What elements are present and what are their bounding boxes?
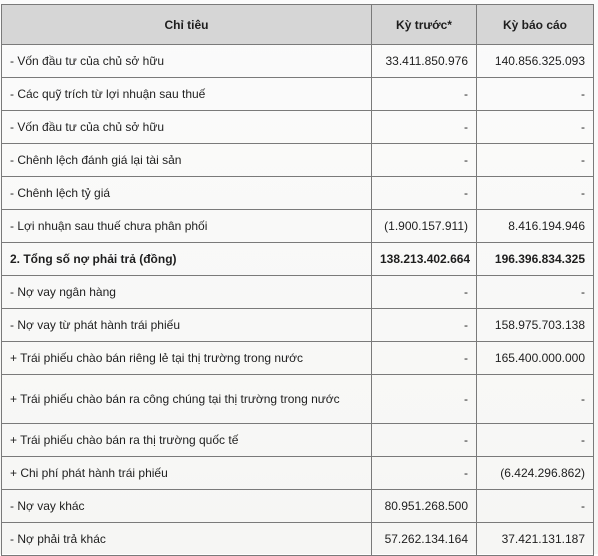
row-previous-value: -	[372, 276, 477, 309]
table-row	[2, 424, 594, 457]
row-current-value: 165.400.000.000	[477, 342, 594, 375]
row-current-value: -	[477, 78, 594, 111]
row-previous-value: 57.262.134.164	[372, 523, 477, 556]
table-row	[2, 490, 594, 523]
table-row	[2, 276, 594, 309]
table-row	[2, 309, 594, 342]
table-row	[2, 78, 594, 111]
table-row	[2, 523, 594, 556]
table-row-section-total	[2, 243, 594, 276]
row-current-value: -	[477, 144, 594, 177]
row-previous-value: -	[372, 342, 477, 375]
row-current-value: -	[477, 111, 594, 144]
row-current-value: -	[477, 424, 594, 457]
table-header-row	[2, 5, 594, 45]
row-label: + Trái phiếu chào bán ra công chúng tại thị trường trong nước	[2, 375, 372, 424]
row-previous-value: 33.411.850.976	[372, 45, 477, 78]
row-label: - Chênh lệch đánh giá lại tài sản	[2, 144, 372, 177]
row-current-value: 37.421.131.187	[477, 523, 594, 556]
table-row	[2, 342, 594, 375]
row-current-value: -	[477, 375, 594, 424]
table-row	[2, 45, 594, 78]
row-label: + Trái phiếu chào bán ra thị trường quốc tế	[2, 424, 372, 457]
row-label: - Nợ vay khác	[2, 490, 372, 523]
row-current-value: 8.416.194.946	[477, 210, 594, 243]
financial-table	[1, 4, 594, 556]
header-previous-period: Kỳ trước*	[372, 5, 477, 45]
row-label: - Vốn đầu tư của chủ sở hữu	[2, 45, 372, 78]
row-previous-value: -	[372, 457, 477, 490]
row-current-value: -	[477, 490, 594, 523]
row-previous-value: -	[372, 144, 477, 177]
row-previous-value: 138.213.402.664	[372, 243, 477, 276]
row-current-value: -	[477, 177, 594, 210]
row-previous-value: -	[372, 424, 477, 457]
header-indicator: Chỉ tiêu	[2, 5, 372, 45]
row-previous-value: -	[372, 78, 477, 111]
row-current-value: (6.424.296.862)	[477, 457, 594, 490]
row-label: - Nợ vay từ phát hành trái phiếu	[2, 309, 372, 342]
header-reporting-period: Kỳ báo cáo	[477, 5, 594, 45]
row-label: - Lợi nhuận sau thuế chưa phân phối	[2, 210, 372, 243]
table-row	[2, 210, 594, 243]
row-current-value: 158.975.703.138	[477, 309, 594, 342]
row-label: + Chi phí phát hành trái phiếu	[2, 457, 372, 490]
table-row	[2, 111, 594, 144]
table-row	[2, 144, 594, 177]
row-previous-value: -	[372, 375, 477, 424]
row-previous-value: (1.900.157.911)	[372, 210, 477, 243]
row-previous-value: -	[372, 111, 477, 144]
row-label: - Nợ phải trả khác	[2, 523, 372, 556]
row-label: 2. Tổng số nợ phải trả (đồng)	[2, 243, 372, 276]
row-current-value: 140.856.325.093	[477, 45, 594, 78]
table-row	[2, 177, 594, 210]
row-label: - Nợ vay ngân hàng	[2, 276, 372, 309]
row-previous-value: 80.951.268.500	[372, 490, 477, 523]
row-label: - Chênh lệch tỷ giá	[2, 177, 372, 210]
row-current-value: -	[477, 276, 594, 309]
row-label: - Vốn đầu tư của chủ sở hữu	[2, 111, 372, 144]
row-current-value: 196.396.834.325	[477, 243, 594, 276]
table-row	[2, 375, 594, 424]
row-label: - Các quỹ trích từ lợi nhuận sau thuế	[2, 78, 372, 111]
table-row	[2, 457, 594, 490]
row-previous-value: -	[372, 177, 477, 210]
row-label: + Trái phiếu chào bán riêng lẻ tại thị trường trong nước	[2, 342, 372, 375]
row-previous-value: -	[372, 309, 477, 342]
